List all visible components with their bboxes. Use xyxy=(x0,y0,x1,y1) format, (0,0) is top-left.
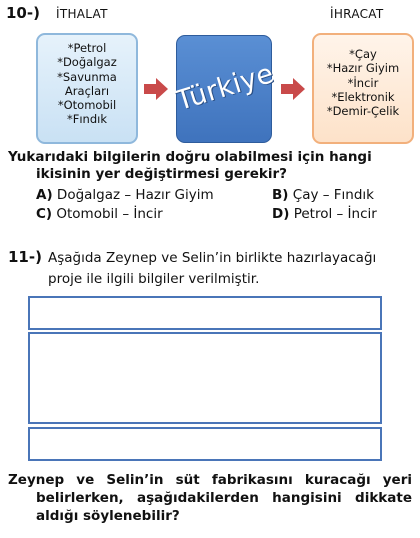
import-label: İTHALAT xyxy=(56,7,108,21)
export-list xyxy=(314,35,412,118)
export-label: İHRACAT xyxy=(330,7,384,21)
import-item: *Petrol xyxy=(67,41,107,55)
export-item: *Elektronik xyxy=(331,89,395,104)
export-box xyxy=(312,33,414,144)
info-box-middle xyxy=(28,332,382,424)
export-item: *Çay xyxy=(349,47,377,61)
option-c[interactable] xyxy=(36,206,163,222)
import-item: Araçları xyxy=(64,83,110,98)
option-letter: B) xyxy=(272,187,289,203)
import-item: *Otomobil xyxy=(57,98,117,113)
question-11-line1: Zeynep ve Selin’in süt fabrikasını kuracağı yeri xyxy=(8,472,412,488)
turkiye-label: Türkiye xyxy=(172,57,278,117)
question-10-line1: Yukarıdaki bilgilerin doğru olabilmesi için hangi xyxy=(8,149,372,165)
export-item: *İncir xyxy=(347,75,379,90)
option-b[interactable] xyxy=(272,187,374,203)
import-box xyxy=(36,33,138,144)
info-box-top xyxy=(28,296,382,330)
option-d[interactable] xyxy=(272,206,377,222)
import-item: *Savunma xyxy=(57,69,117,84)
option-text: Petrol – İncir xyxy=(293,206,377,222)
option-text: Otomobil – İncir xyxy=(56,206,163,222)
option-letter: C) xyxy=(36,206,53,222)
option-text: Doğalgaz – Hazır Giyim xyxy=(56,187,214,203)
option-letter: A) xyxy=(36,187,53,203)
question-10-number: 10-) xyxy=(6,4,40,22)
question-11-line3: aldığı söylenebilir? xyxy=(36,508,180,524)
export-item: *Hazır Giyim xyxy=(326,61,400,76)
info-box-bottom xyxy=(28,427,382,461)
export-item: *Demir-Çelik xyxy=(326,104,400,119)
right-arrow-icon xyxy=(144,78,168,100)
option-text: Çay – Fındık xyxy=(292,187,374,203)
turkiye-box xyxy=(172,35,278,143)
right-arrow-icon xyxy=(281,78,305,100)
import-item: *Doğalgaz xyxy=(57,55,117,70)
import-list xyxy=(38,35,136,127)
option-letter: D) xyxy=(272,206,290,222)
question-11-line2: belirlerken, aşağıdakilerden hangisini dikkate xyxy=(36,490,412,506)
option-a[interactable] xyxy=(36,187,214,203)
question-11-number: 11-) xyxy=(8,248,42,266)
question-11-intro-line1: Aşağıda Zeynep ve Selin’in birlikte hazırlayacağı xyxy=(48,250,377,266)
import-item: *Fındık xyxy=(66,112,107,127)
question-11-intro-line2: proje ile ilgili bilgiler verilmiştir. xyxy=(48,271,260,287)
question-10-line2: ikisinin yer değiştirmesi gerekir? xyxy=(36,166,287,182)
